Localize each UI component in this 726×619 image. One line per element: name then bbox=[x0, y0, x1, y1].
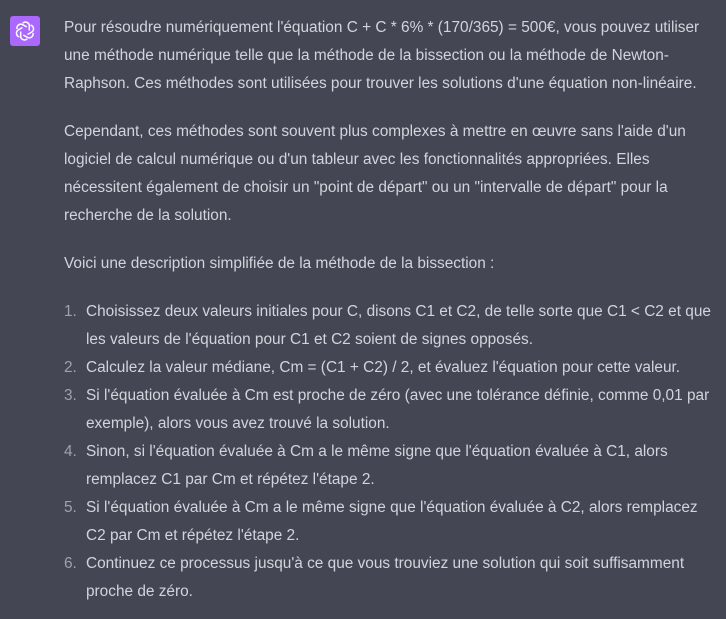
list-number: 5. bbox=[64, 499, 77, 516]
list-item-text: Si l'équation évaluée à Cm est proche de zéro (avec une tolérance définie, comme 0,01 par exemple), alors vous avez trouvé la solution. bbox=[86, 387, 710, 432]
list-item bbox=[64, 494, 716, 550]
list-number: 6. bbox=[64, 555, 77, 572]
list-number: 4. bbox=[64, 443, 77, 460]
list-number: 1. bbox=[64, 303, 77, 320]
openai-logo-icon bbox=[14, 20, 36, 42]
method-intro-paragraph: Voici une description simplifiée de la méthode de la bissection : bbox=[64, 255, 495, 272]
list-number: 2. bbox=[64, 359, 77, 376]
list-item-text: Continuez ce processus jusqu'à ce que vous trouviez une solution qui soit suffisamment proche de zéro. bbox=[86, 555, 685, 600]
list-item bbox=[64, 298, 716, 354]
assistant-avatar bbox=[10, 16, 40, 46]
list-item-text: Si l'équation évaluée à Cm a le même signe que l'équation évaluée à C2, alors remplacez C2 par Cm et répétez l'étape 2. bbox=[86, 499, 698, 544]
list-item bbox=[64, 382, 716, 438]
list-item-text: Choisissez deux valeurs initiales pour C, disons C1 et C2, de telle sorte que C1 < C2 et que les valeurs de l'équation pour C1 et C2 soient de signes opposés. bbox=[86, 303, 711, 348]
list-item-text: Sinon, si l'équation évaluée à Cm a le même signe que l'équation évaluée à C1, alors remplacez C1 par Cm et répétez l'étape 2. bbox=[86, 443, 668, 488]
list-item bbox=[64, 550, 716, 606]
list-number: 3. bbox=[64, 387, 77, 404]
intro-paragraph: Pour résoudre numériquement l'équation C + C * 6% * (170/365) = 500€, vous pouvez utiliser une méthode numérique telle que la méthode de la bissection ou la méthode de Newton-Raphson. Ces méthodes sont utilisées pour trouver les solutions d'une équation non-linéaire. bbox=[64, 19, 700, 92]
list-item bbox=[64, 354, 716, 382]
list-item-text: Calculez la valeur médiane, Cm = (C1 + C2) / 2, et évaluez l'équation pour cette valeur. bbox=[86, 359, 681, 376]
bisection-steps-list bbox=[64, 298, 716, 606]
message-content bbox=[64, 14, 716, 606]
context-paragraph: Cependant, ces méthodes sont souvent plus complexes à mettre en œuvre sans l'aide d'un logiciel de calcul numérique ou d'un tableur avec les fonctionnalités appropriées. Elles nécessitent également de choisir un "point de départ" ou un "intervalle de départ" pour la recherche de la solution. bbox=[64, 123, 686, 224]
list-item bbox=[64, 438, 716, 494]
